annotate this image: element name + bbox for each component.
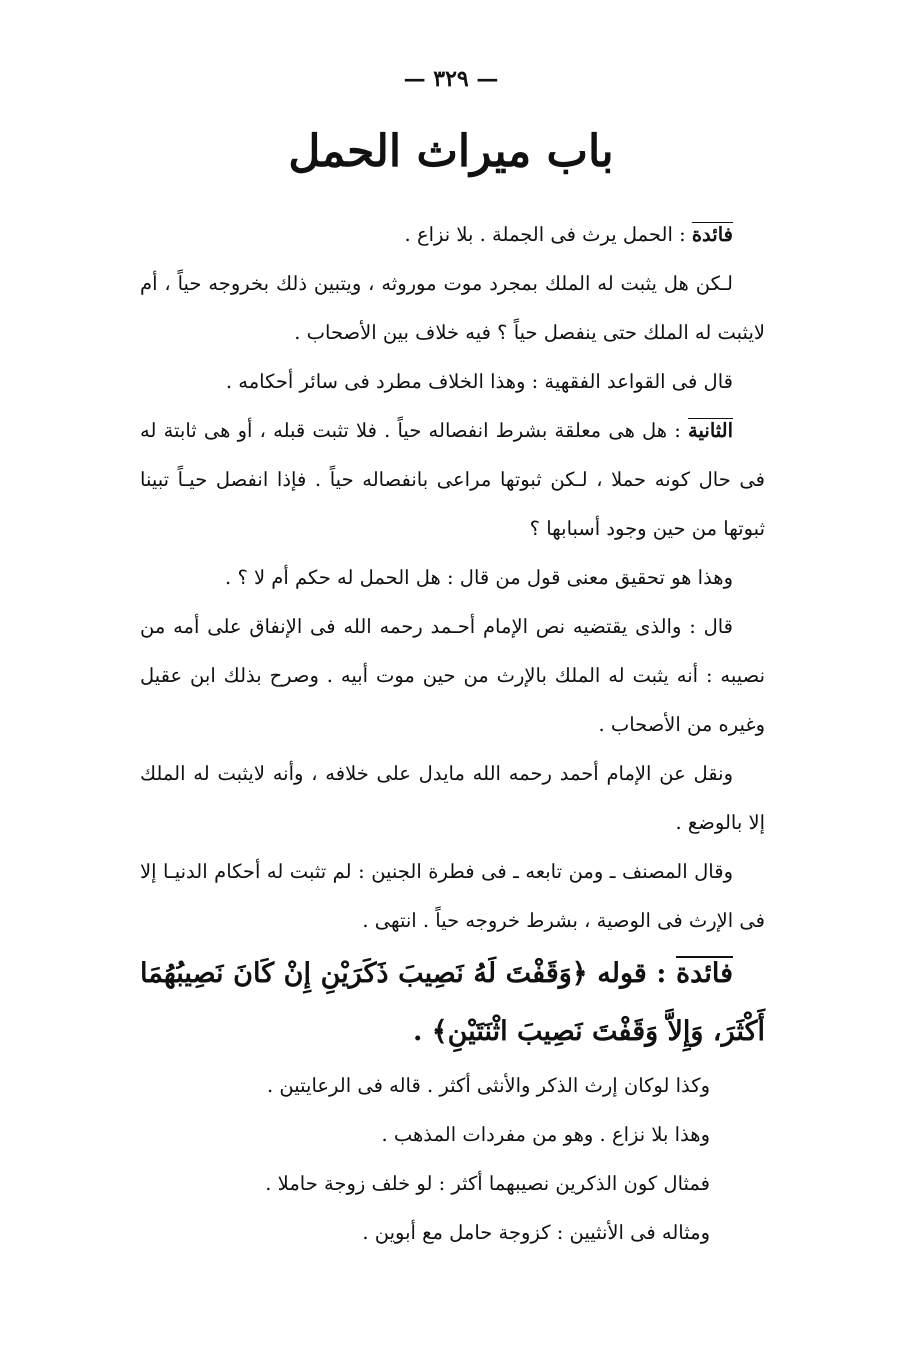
paragraph-text: : الحمل يرث فى الجملة . بلا نزاع . [404,223,692,246]
paragraph-lead-word: فائدة [691,223,733,246]
page-number: — ٣٢٩ — [403,66,499,92]
paragraph-lead-word: الثانية [688,419,733,442]
paragraph-text: ومثاله فى الأنثيين : كزوجة حامل مع أبوين . [362,1221,710,1244]
paragraph-text: وقال المصنف ـ ومن تابعه ـ فى فطرة الجنين : لم تثبت له أحكام الدنيـا إلا فى الإرث فى الوصية ، بشرط خروجه حياً . انتهى . [140,860,765,932]
paragraph [140,945,765,1061]
paragraph [140,553,765,602]
paragraph-text: قال فى القواعد الفقهية : وهذا الخلاف مطرد فى سائر أحكامه . [225,370,733,393]
paragraph [140,749,765,847]
paragraph-text: وهذا هو تحقيق معنى قول من قال : هل الحمل له حكم أم لا ؟ . [225,566,733,589]
paragraph-lead-word: فائدة [676,958,733,989]
paragraph-text: وهذا بلا نزاع . وهو من مفردات المذهب . [381,1123,710,1146]
paragraph-text: ونقل عن الإمام أحمد رحمه الله مايدل على خلافه ، وأنه لايثبت له الملك إلا بالوضع . [140,762,765,834]
paragraph [140,847,765,945]
paragraph [140,1159,765,1208]
paragraph-text: وكذا لوكان إرث الذكر والأنثى أكثر . قاله فى الرعايتين . [267,1074,710,1097]
paragraph [140,357,765,406]
paragraph [140,210,765,259]
body-text [140,210,765,1257]
chapter-title: باب ميراث الحمل [288,126,614,177]
paragraph-text: لـكن هل يثبت له الملك بمجرد موت موروثه ، ويتبين ذلك بخروجه حياً ، أم لايثبت له الملك حتى ينفصل حياً ؟ فيه خلاف بين الأصحاب . [140,272,765,344]
paragraph [140,602,765,749]
paragraph [140,1110,765,1159]
paragraph-text: : هل هى معلقة بشرط انفصاله حياً . فلا تثبت قبله ، أو هى ثابتة له فى حال كونه حملا ، لـكن ثبوتها مراعى بانفصاله حياً . فإذا انفصل حيـاً تبينا ثبوتها من حين وجود أسبابها ؟ [140,419,765,540]
paragraph-text: قال : والذى يقتضيه نص الإمام أحـمد رحمه الله فى الإنفاق على أمه من نصيبه : أنه يثبت له الملك بالإرث من حين موت أبيه . وصرح بذلك ابن عقيل وغيره من الأصحاب . [140,615,765,736]
paragraph-text: فمثال كون الذكرين نصيبهما أكثر : لو خلف زوجة حاملا . [265,1172,710,1195]
paragraph [140,1061,765,1110]
paragraph [140,1208,765,1257]
paragraph [140,259,765,357]
paragraph [140,406,765,553]
paragraph-text: : قوله ﴿وَقَفْتَ لَهُ نَصِيبَ ذَكَرَيْنِ إِنْ كَانَ نَصِيبُهُمَا أَكْثَرَ، وَإِلاَّ وَقَفْتَ نَصِيبَ اثْنَتَيْنِ﴾ . [140,958,765,1047]
